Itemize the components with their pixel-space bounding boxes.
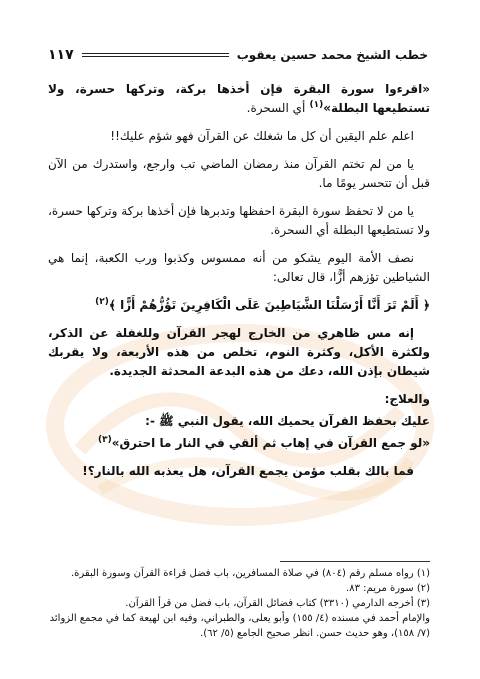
paragraph-ramadan: يا من لم تختم القرآن منذ رمضان الماضي تب وارجع، واستدرك من الآن قبل أن تتحسر يومًا ما.: [48, 157, 430, 190]
footnote-2: (٢) سورة مريم: ٨٣.: [346, 583, 430, 594]
paragraph-baqarah: يا من لا تحفظ سورة البقرة احفظها وتدبرها فإن أخذها بركة وتركها حسرة، ولا تستطيعها البطلة أي السحرة.: [48, 204, 430, 237]
main-text: [48, 80, 430, 490]
hadith-gloss: أي السحرة.: [246, 101, 306, 115]
hadith-text: «اقرءوا سورة البقرة فإن أخذها بركة، وتركها حسرة، ولا تستطيعها البطلة»: [48, 82, 430, 115]
page-number: ١١٧: [48, 47, 74, 63]
running-title: خطب الشيخ محمد حسين يعقوب: [236, 48, 428, 62]
footnote-3: (٣) أخرجه الدارمي (٣٣١٠) كتاب فضائل القرآن، باب فضل من قرأ القرآن.: [125, 598, 430, 609]
page-header: [48, 44, 428, 66]
footnote-3-continued: والإمام أحمد في مسنده (٤/ ١٥٥) وأبو يعلى، والطبراني، وفيه ابن لهيعة كما في مجمع الزوائد (٧/ ١٥٨)، وهو حديث حسن. انظر صحيح الجامع (٥/ ٦٢).: [49, 613, 430, 639]
paragraph-memorize: عليك بحفظ القرآن يحميك الله، يقول النبي ﷺ -:: [145, 414, 430, 428]
hadith-paragraph: [48, 80, 430, 118]
footnotes: [48, 566, 430, 641]
footnote-1: (١) رواه مسلم رقم (٨٠٤) في صلاة المسافرين، باب فضل قراءة القرآن وسورة البقرة.: [70, 568, 430, 579]
paragraph-certainty: اعلم علم اليقين أن كل ما شغلك عن القرآن فهو شؤم عليك!!: [110, 129, 414, 143]
section-heading-remedy: والعلاج:: [384, 392, 430, 406]
footnote-ref-2: (٢): [95, 297, 109, 307]
footnote-ref-1: (١): [309, 100, 324, 110]
paragraph-closing-question: فما بالك بقلب مؤمن يجمع القرآن، هل يعذبه الله بالنار؟!: [82, 464, 414, 478]
footnote-separator: [280, 561, 430, 562]
paragraph-touch: إنه مس ظاهري من الخارج لهجر القرآن وللغفلة عن الذكر، ولكثرة الأكل، وكثرة النوم، تخلص من هذه الأربعة، ولا يقربك شيطان بإذن الله، دعك من هذه البدعة المحدثة الجديدة.: [48, 326, 430, 378]
quran-verse: ﴿ أَلَمْ تَرَ أَنَّا أَرْسَلْنَا الشَّيَاطِينَ عَلَى الْكَافِرِينَ تَؤُزُّهُمْ أَزًّا ﴾: [108, 298, 430, 312]
footnote-ref-3: (٣): [97, 435, 112, 445]
header-rule: [82, 53, 229, 57]
hadith-quran-fire: «لو جمع القرآن في إهاب ثم ألقي في النار ما احترق»: [111, 436, 430, 450]
hadith-quran-fire-paragraph: [48, 434, 430, 453]
paragraph-ummah: نصف الأمة اليوم يشكو من أنه ممسوس وكذبوا ورب الكعبة، إنما هي الشياطين تؤزهم أزًّا، قال تعالى:: [48, 251, 430, 284]
quran-verse-paragraph: [48, 296, 430, 315]
